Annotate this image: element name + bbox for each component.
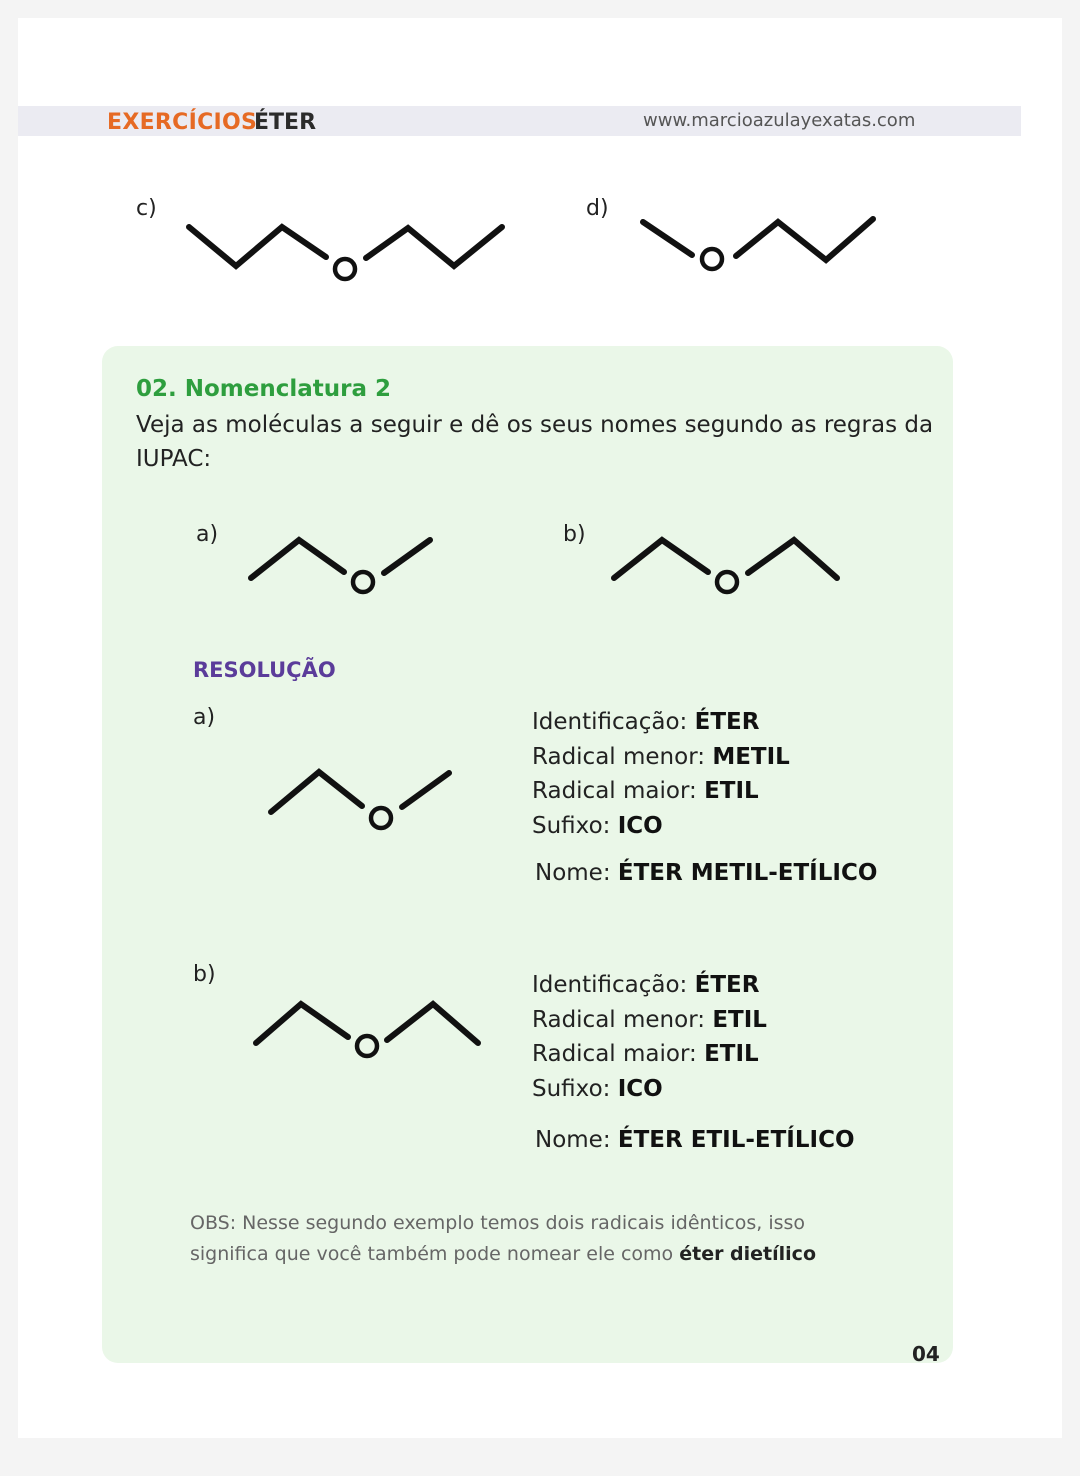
identification-value: ÉTER bbox=[694, 972, 760, 998]
suffix-label: Sufixo: bbox=[532, 1075, 618, 1102]
identification-label: Identificação: bbox=[532, 972, 695, 998]
name-value: ÉTER ETIL-ETÍLICO bbox=[617, 1127, 855, 1153]
suffix-label: Sufixo: bbox=[532, 812, 618, 839]
suffix-row bbox=[532, 1072, 767, 1107]
observation-note bbox=[190, 1208, 910, 1270]
identification-value: ÉTER bbox=[694, 709, 760, 735]
page-number: 04 bbox=[912, 1342, 940, 1366]
smaller-radical-row bbox=[532, 1003, 767, 1038]
identification-row bbox=[532, 968, 767, 1003]
suffix-value: ICO bbox=[617, 812, 663, 839]
suffix-value: ICO bbox=[617, 1075, 663, 1102]
smaller-radical-value: ETIL bbox=[712, 1006, 767, 1033]
prev-item-d-label: d) bbox=[586, 196, 609, 221]
larger-radical-value: ETIL bbox=[704, 1041, 759, 1067]
header-section: EXERCÍCIOS bbox=[107, 110, 258, 135]
resolution-b-name bbox=[535, 1127, 855, 1153]
question-text: Veja as moléculas a seguir e dê os seus nomes segundo as regras da IUPAC: bbox=[136, 412, 934, 472]
resolution-b-details bbox=[532, 968, 767, 1106]
name-value: ÉTER METIL-ETÍLICO bbox=[617, 860, 878, 886]
larger-radical-label: Radical maior: bbox=[532, 1041, 705, 1067]
name-label: Nome: bbox=[535, 860, 618, 886]
resolution-item-a-label: a) bbox=[193, 705, 216, 730]
larger-radical-row bbox=[532, 1037, 767, 1072]
question-item-a-label: a) bbox=[196, 522, 219, 547]
smaller-radical-value: METIL bbox=[712, 743, 790, 770]
name-label: Nome: bbox=[535, 1127, 618, 1153]
smaller-radical-label: Radical menor: bbox=[532, 743, 713, 770]
header-website[interactable]: www.marcioazulayexatas.com bbox=[643, 110, 916, 131]
observation-highlight: éter dietílico bbox=[679, 1243, 816, 1265]
prev-item-c-label: c) bbox=[136, 196, 157, 221]
resolution-item-b-label: b) bbox=[193, 962, 216, 987]
observation-line-1: OBS: Nesse segundo exemplo temos dois radicais idênticos, isso bbox=[190, 1212, 806, 1234]
larger-radical-label: Radical maior: bbox=[532, 778, 705, 804]
header-topic: ÉTER bbox=[254, 110, 317, 135]
resolution-title: RESOLUÇÃO bbox=[193, 658, 336, 682]
observation-line-2 bbox=[190, 1239, 910, 1270]
larger-radical-value: ETIL bbox=[704, 778, 759, 804]
observation-text: significa que você também pode nomear ele como bbox=[190, 1243, 680, 1265]
question-title: 02. Nomenclatura 2 bbox=[136, 376, 392, 402]
smaller-radical-label: Radical menor: bbox=[532, 1006, 713, 1033]
identification-label: Identificação: bbox=[532, 709, 695, 735]
question-item-b-label: b) bbox=[563, 522, 586, 547]
